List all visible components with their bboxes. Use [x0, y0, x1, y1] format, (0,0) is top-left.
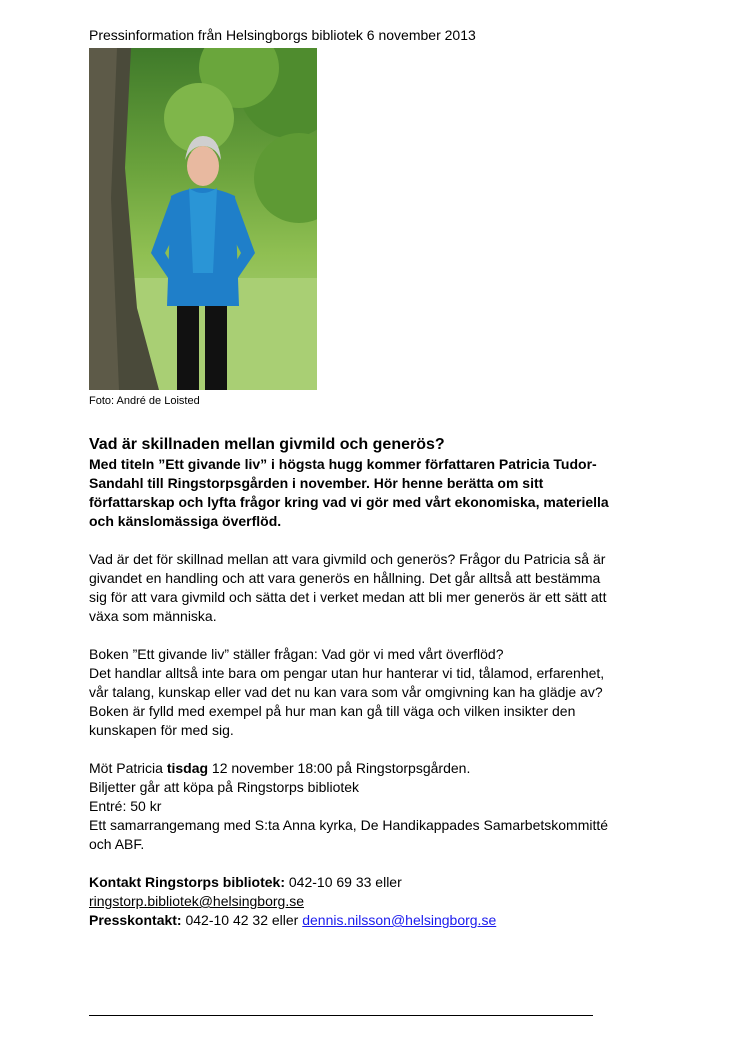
- press-contact-line: [89, 911, 659, 930]
- lead-line: och känslomässiga överflöd.: [89, 513, 282, 529]
- tickets-line: Biljetter går att köpa på Ringstorps bibliotek: [89, 779, 360, 795]
- organizers-line: och ABF.: [89, 836, 145, 852]
- paragraph-line: Boken är fylld med exempel på hur man kan gå till väga och vilken insikter den: [89, 703, 576, 719]
- press-contact-label: Presskontakt:: [89, 912, 182, 928]
- lead-line: författarskap och lyfta frågor kring vad vi gör med vårt ekonomiska, materiella: [89, 494, 609, 510]
- event-text: Möt Patricia: [89, 760, 167, 776]
- paragraph-1: [89, 550, 659, 626]
- lead-line: Med titeln ”Ett givande liv” i högsta hugg kommer författaren Patricia Tudor-: [89, 456, 597, 472]
- paragraph-line: vår talang, kunskap eller vad det nu kan vara som vår omgivning kan ha glädje av?: [89, 684, 603, 700]
- entry-fee-line: Entré: 50 kr: [89, 798, 162, 814]
- contact-library-phone: 042-10 69 33 eller: [285, 874, 402, 890]
- paragraph-line: givandet en handling och att vara generös en hållning. Det går alltså att bestämma: [89, 570, 601, 586]
- contact-library-line: [89, 873, 659, 892]
- lead-paragraph: [89, 455, 659, 531]
- paragraph-line: växa som människa.: [89, 608, 217, 624]
- event-info: [89, 759, 659, 854]
- footer-rule: [89, 1015, 593, 1016]
- event-day: tisdag: [166, 760, 209, 776]
- press-email-link[interactable]: dennis.nilsson@helsingborg.se: [302, 912, 497, 928]
- contact-library-email-line: [89, 892, 659, 911]
- press-contact-phone: 042-10 42 32 eller: [181, 912, 303, 928]
- paragraph-2: [89, 645, 659, 740]
- contact-library-label: Kontakt Ringstorps bibliotek:: [89, 874, 285, 890]
- organizers-line: Ett samarrangemang med S:ta Anna kyrka, De Handikappades Samarbetskommitté: [89, 817, 609, 833]
- photo-caption: Foto: André de Loisted: [89, 395, 200, 407]
- paragraph-line: sig för att vara givmild och sätta det i verket medan att bli mer generös är ett sätt att: [89, 589, 607, 605]
- library-email-link[interactable]: ringstorp.bibliotek@helsingborg.se: [89, 893, 304, 909]
- author-photo: [89, 48, 317, 390]
- event-line: [89, 759, 659, 778]
- author-photo-illustration: [89, 48, 317, 390]
- paragraph-line: Boken ”Ett givande liv” ställer frågan: Vad gör vi med vårt överflöd?: [89, 646, 504, 662]
- article-title: Vad är skillnaden mellan givmild och generös?: [89, 436, 445, 453]
- press-header: Pressinformation från Helsingborgs bibliotek 6 november 2013: [89, 27, 476, 43]
- paragraph-line: Vad är det för skillnad mellan att vara givmild och generös? Frågor du Patricia så är: [89, 551, 606, 567]
- paragraph-line: kunskapen för med sig.: [89, 722, 234, 738]
- paragraph-line: Det handlar alltså inte bara om pengar utan hur hanterar vi tid, tålamod, erfarenhet,: [89, 665, 605, 681]
- lead-line: Sandahl till Ringstorpsgården i november. Hör henne berätta om sitt: [89, 475, 544, 491]
- document-page: [89, 26, 659, 930]
- event-text: 12 november 18:00 på Ringstorpsgården.: [208, 760, 471, 776]
- contact-info: [89, 873, 659, 930]
